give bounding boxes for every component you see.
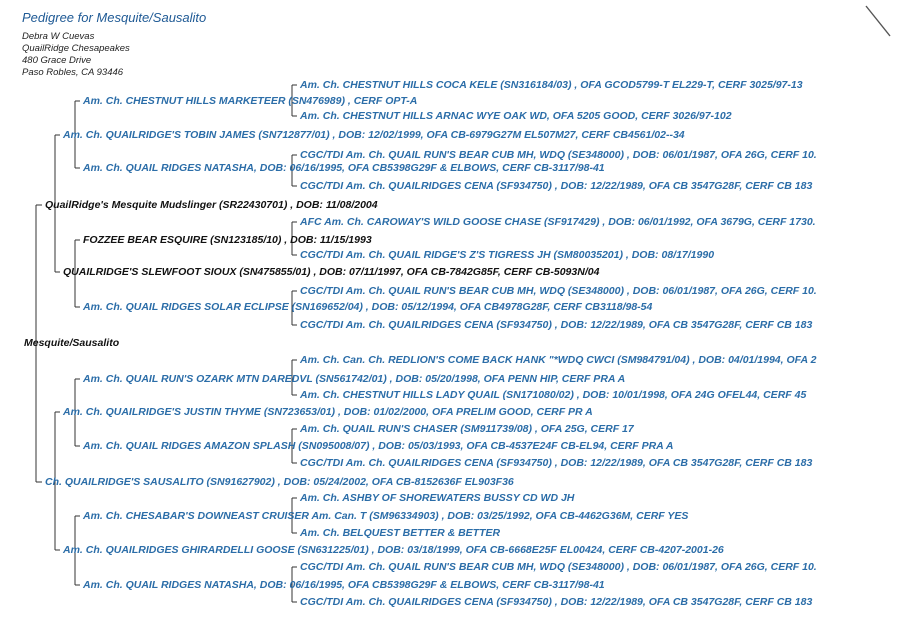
pedigree-entry-sire-g4-2: Am. Ch. CHESTNUT HILLS ARNAC WYE OAK WD, OFA 5205 GOOD, CERF 3026/97-102 xyxy=(300,110,732,122)
pen-mark-icon xyxy=(864,2,894,42)
page-title: Pedigree for Mesquite/Sausalito xyxy=(22,10,207,25)
street-address: 480 Grace Drive xyxy=(22,55,92,66)
pedigree-entry-sire-g4-3: CGC/TDI Am. Ch. QUAIL RUN'S BEAR CUB MH, WDQ (SE348000) , DOB: 06/01/1987, OFA 26G, CERF 10. xyxy=(300,149,817,161)
pedigree-entry-dam-g4-4: CGC/TDI Am. Ch. QUAILRIDGES CENA (SF934750) , DOB: 12/22/1989, OFA CB 3547G28F, CERF CB 183 xyxy=(300,457,813,469)
pedigree-entry-dam: Ch. QUAILRIDGE'S SAUSALITO (SN91627902) , DOB: 05/24/2002, OFA CB-8152636F EL903F36 xyxy=(45,476,514,488)
pedigree-entry-sire-g4-7: CGC/TDI Am. Ch. QUAIL RUN'S BEAR CUB MH, WDQ (SE348000) , DOB: 06/01/1987, OFA 26G, CERF 10. xyxy=(300,285,817,297)
pedigree-entry-dam-g3-1: Am. Ch. QUAIL RUN'S OZARK MTN DAREDVL (SN561742/01) , DOB: 05/20/1998, OFA PENN HIP, CERF PRA A xyxy=(83,373,626,385)
pedigree-entry-dam-g4-1: Am. Ch. Can. Ch. REDLION'S COME BACK HANK "*WDQ CWCI (SM984791/04) , DOB: 04/01/1994, OFA 2 xyxy=(300,354,817,366)
pedigree-entry-sire-g3-2: Am. Ch. QUAIL RIDGES NATASHA, DOB: 06/16/1995, OFA CB5398G29F & ELBOWS, CERF CB-3117/98-41 xyxy=(83,162,605,174)
pedigree-entry-sire-g3-4: Am. Ch. QUAIL RIDGES SOLAR ECLIPSE (SN169652/04) , DOB: 05/12/1994, OFA CB4978G28F, CERF CB3118/98-54 xyxy=(83,301,653,313)
pedigree-entry-dam-g4-5: Am. Ch. ASHBY OF SHOREWATERS BUSSY CD WD JH xyxy=(300,492,575,504)
pedigree-entry-dam-g2-2: Am. Ch. QUAILRIDGES GHIRARDELLI GOOSE (SN631225/01) , DOB: 03/18/1999, OFA CB-6668E25F EL00424, CERF CB-4207-2001-26 xyxy=(63,544,724,556)
pedigree-entry-sire: QuailRidge's Mesquite Mudslinger (SR22430701) , DOB: 11/08/2004 xyxy=(45,199,378,211)
pedigree-entry-sire-g4-4: CGC/TDI Am. Ch. QUAILRIDGES CENA (SF934750) , DOB: 12/22/1989, OFA CB 3547G28F, CERF CB 183 xyxy=(300,180,813,192)
pedigree-entry-dam-g4-3: Am. Ch. QUAIL RUN'S CHASER (SM911739/08) , OFA 25G, CERF 17 xyxy=(300,423,634,435)
city-address: Paso Robles, CA 93446 xyxy=(22,67,124,78)
pedigree-entry-sire-g3-1: Am. Ch. CHESTNUT HILLS MARKETEER (SN476989) , CERF OPT-A xyxy=(83,95,418,107)
pedigree-entry-dam-g3-2: Am. Ch. QUAIL RIDGES AMAZON SPLASH (SN095008/07) , DOB: 05/03/1993, OFA CB-4537E24F CB-EL94, CERF PRA A xyxy=(83,440,674,452)
pedigree-entry-dam-g2-1: Am. Ch. QUAILRIDGE'S JUSTIN THYME (SN723653/01) , DOB: 01/02/2000, OFA PRELIM GOOD, CERF PR A xyxy=(63,406,593,418)
pedigree-entry-sire-g4-6: CGC/TDI Am. Ch. QUAIL RIDGE'S Z'S TIGRESS JH (SM80035201) , DOB: 08/17/1990 xyxy=(300,249,715,261)
pedigree-root-name: Mesquite/Sausalito xyxy=(24,337,120,349)
kennel-name: QuailRidge Chesapeakes xyxy=(22,43,130,54)
pedigree-entry-sire-g2-2: QUAILRIDGE'S SLEWFOOT SIOUX (SN475855/01) , DOB: 07/11/1997, OFA CB-7842G85F, CERF CB-5093N/04 xyxy=(63,266,600,278)
pedigree-entry-sire-g4-1: Am. Ch. CHESTNUT HILLS COCA KELE (SN316184/03) , OFA GCOD5799-T EL229-T, CERF 3025/97-13 xyxy=(300,79,803,91)
pedigree-entry-dam-g4-2: Am. Ch. CHESTNUT HILLS LADY QUAIL (SN171080/02) , DOB: 10/01/1998, OFA 24G OFEL44, CERF 45 xyxy=(300,389,807,401)
pedigree-entry-sire-g2-1: Am. Ch. QUAILRIDGE'S TOBIN JAMES (SN712877/01) , DOB: 12/02/1999, OFA CB-6979G27M EL507M27, CERF CB4561/02--34 xyxy=(63,129,685,141)
pedigree-entry-dam-g4-6: Am. Ch. BELQUEST BETTER & BETTER xyxy=(300,527,501,539)
pedigree-entry-dam-g4-8: CGC/TDI Am. Ch. QUAILRIDGES CENA (SF934750) , DOB: 12/22/1989, OFA CB 3547G28F, CERF CB 183 xyxy=(300,596,813,608)
breeder-name: Debra W Cuevas xyxy=(22,31,95,42)
pedigree-entry-dam-g3-4: Am. Ch. QUAIL RIDGES NATASHA, DOB: 06/16/1995, OFA CB5398G29F & ELBOWS, CERF CB-3117/98-41 xyxy=(83,579,605,591)
pedigree-entry-sire-g4-8: CGC/TDI Am. Ch. QUAILRIDGES CENA (SF934750) , DOB: 12/22/1989, OFA CB 3547G28F, CERF CB 183 xyxy=(300,319,813,331)
pedigree-entry-dam-g4-7: CGC/TDI Am. Ch. QUAIL RUN'S BEAR CUB MH, WDQ (SE348000) , DOB: 06/01/1987, OFA 26G, CERF 10. xyxy=(300,561,817,573)
pedigree-entry-dam-g3-3: Am. Ch. CHESABAR'S DOWNEAST CRUISER Am. Can. T (SM96334903) , DOB: 03/25/1992, OFA CB-4462G36M, CERF YES xyxy=(83,510,689,522)
pedigree-entry-sire-g4-5: AFC Am. Ch. CAROWAY'S WILD GOOSE CHASE (SF917429) , DOB: 06/01/1992, OFA 3679G, CERF 1730. xyxy=(300,216,816,228)
pedigree-entry-sire-g3-3: FOZZEE BEAR ESQUIRE (SN123185/10) , DOB: 11/15/1993 xyxy=(83,234,372,246)
